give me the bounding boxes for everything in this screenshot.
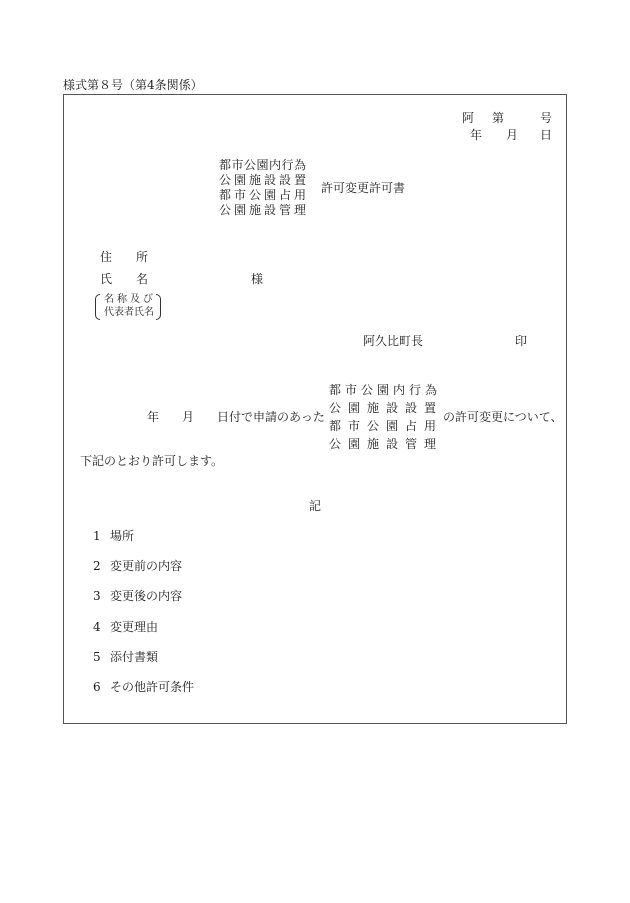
body-option: 都市公園占用 xyxy=(329,419,444,433)
title-option: 公園施設管理 xyxy=(219,203,310,217)
item-2-number: 2 xyxy=(93,559,101,573)
body-options xyxy=(329,381,443,453)
address-label: 住 所 xyxy=(100,250,149,264)
item-6-label: その他許可条件 xyxy=(110,680,195,694)
body-suffix: の許可変更について、 xyxy=(443,410,563,424)
org-note-line2: 代表者氏名 xyxy=(104,307,154,318)
body-option: 都市公園内行為 xyxy=(329,383,442,397)
item-4-number: 4 xyxy=(93,620,101,634)
item-2-label: 変更前の内容 xyxy=(110,559,183,573)
item-3-number: 3 xyxy=(93,589,101,603)
doc-number-go: 号 xyxy=(540,111,553,125)
item-6-number: 6 xyxy=(93,680,101,694)
title-option: 都市公園占用 xyxy=(219,188,310,202)
doc-number-dai: 第 xyxy=(492,111,505,125)
right-bracket xyxy=(156,294,161,320)
date-day: 日 xyxy=(540,128,553,142)
item-1-number: 1 xyxy=(93,529,101,543)
org-note-line1: 名称及び xyxy=(104,294,156,305)
name-label: 氏 名 xyxy=(100,272,149,286)
ki-heading: 記 xyxy=(309,499,322,513)
item-4-label: 変更理由 xyxy=(110,620,159,634)
left-bracket xyxy=(95,294,100,320)
form-header: 様式第８号（第4条関係） xyxy=(63,78,203,92)
item-3-label: 変更後の内容 xyxy=(110,589,183,603)
body-month: 月 xyxy=(182,410,195,424)
date-month: 月 xyxy=(506,128,519,142)
body-option: 公園施設設置 xyxy=(329,401,444,415)
item-5-number: 5 xyxy=(93,650,101,664)
title-options xyxy=(219,158,309,218)
body-closing: 下記のとおり許可します。 xyxy=(80,454,224,468)
title-option: 都市公園内行為 xyxy=(219,158,307,172)
item-1-label: 場所 xyxy=(110,529,135,543)
title-option: 公園施設設置 xyxy=(219,173,310,187)
doc-number-prefix: 阿 xyxy=(462,111,475,125)
date-year: 年 xyxy=(470,128,483,142)
item-5-label: 添付書類 xyxy=(110,650,159,664)
honorific: 様 xyxy=(251,272,264,286)
body-year: 年 xyxy=(147,410,160,424)
issuer-name: 阿久比町長 xyxy=(363,334,424,348)
title-suffix: 許可変更許可書 xyxy=(321,181,406,195)
issuer-seal: 印 xyxy=(515,334,528,348)
body-option: 公園施設管理 xyxy=(329,437,444,451)
body-date-text: 日付で申請のあった xyxy=(217,410,325,424)
